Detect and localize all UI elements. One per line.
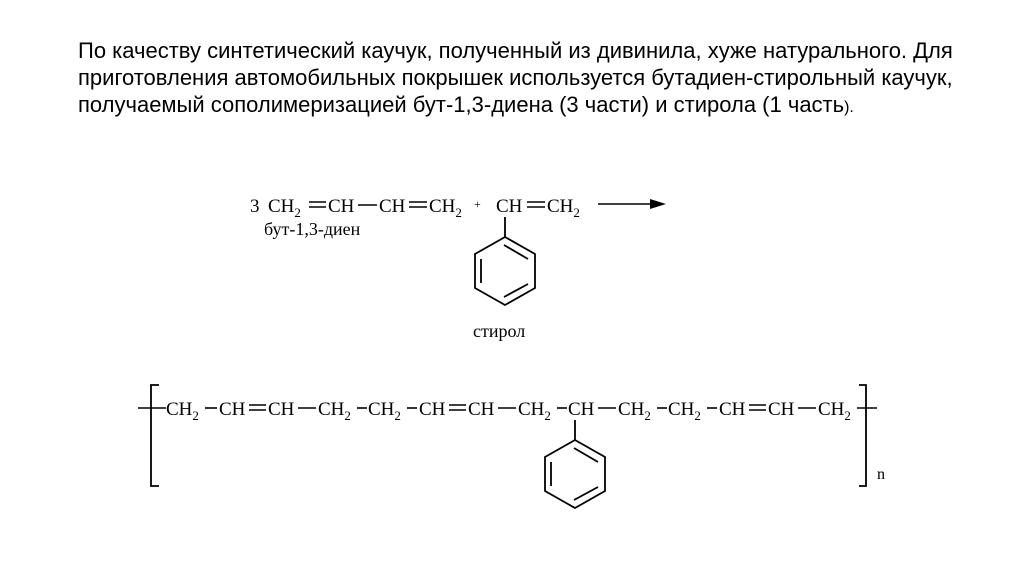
styrene-label: стирол — [473, 321, 526, 341]
styrene-c2: $CH_2$ — [547, 196, 580, 220]
left-bracket — [151, 385, 159, 486]
polymer-ch-4: CH — [468, 399, 495, 420]
polymer-ch2-4: $CH_2$ — [518, 399, 551, 423]
polymer-ch2-3: $CH_2$ — [368, 399, 401, 423]
polymer-ch2-6: $CH_2$ — [668, 399, 701, 423]
reaction-equation — [250, 196, 666, 239]
paragraph-main: По качеству синтетический каучук, полученный из дивинила, хуже натурального. Для приготовления автомобильных покрышек используется бутадиен-стирольный каучук, получаемый сополимеризацией бут-1,3-диена (3 части) и стирола (1 часть — [78, 38, 953, 117]
styrene-benzene-ring — [475, 217, 535, 305]
polymer-ch-5: CH — [568, 399, 595, 420]
butadiene-c2: CH — [328, 196, 355, 217]
styrene-c1: CH — [496, 196, 523, 217]
butadiene-c4: $CH_2$ — [429, 196, 462, 220]
polymer-ch-6: CH — [719, 399, 746, 420]
polymer-ch-2: CH — [268, 399, 295, 420]
butadiene-c1: $CH_2$ — [268, 196, 301, 220]
arrow-head — [650, 199, 666, 209]
plus-sign: + — [474, 197, 481, 211]
butadiene-c3: CH — [379, 196, 406, 217]
polymer-ch2-1: $CH_2$ — [166, 399, 199, 423]
polymer-ch-1: CH — [219, 399, 246, 420]
butadiene-coefficient: 3 — [250, 196, 260, 217]
polymer-ch-7: CH — [768, 399, 795, 420]
polymer-ch-3: CH — [419, 399, 446, 420]
polymer-benzene-ring — [545, 420, 605, 508]
repeat-index: n — [877, 466, 885, 483]
polymer-formula — [138, 385, 885, 486]
right-bracket — [859, 385, 866, 486]
polymer-ch2-2: $CH_2$ — [318, 399, 351, 423]
polymer-ch2-7: $CH_2$ — [818, 399, 851, 423]
polymer-ch2-5: $CH_2$ — [618, 399, 651, 423]
butadiene-label: бут-1,3-диен — [264, 219, 361, 239]
paragraph-tail: ). — [844, 99, 854, 116]
